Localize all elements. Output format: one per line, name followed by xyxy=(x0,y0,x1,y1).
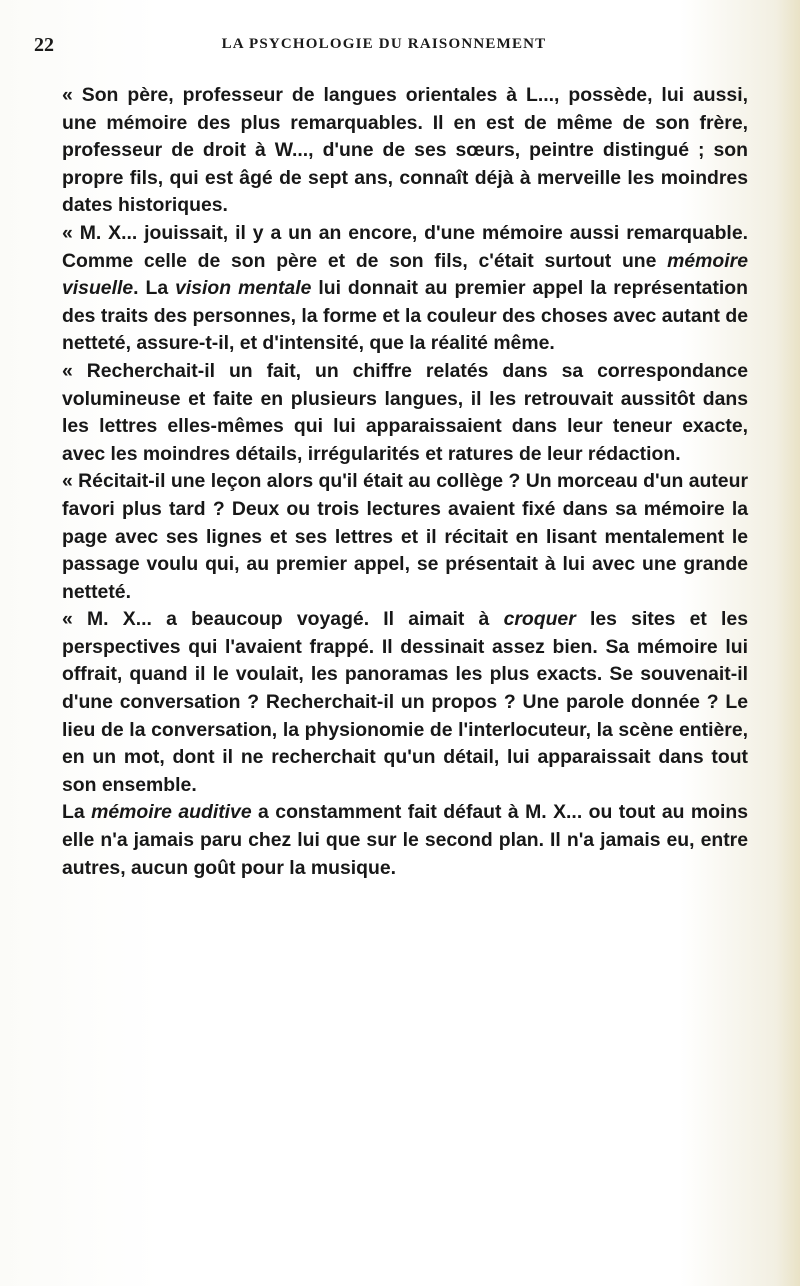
italic-term: mémoire visuelle xyxy=(62,249,748,300)
paragraph xyxy=(62,606,748,799)
text-segment: les sites et les perspectives qui l'avaient frappé. Il dessinait assez bien. Sa mémoire lui offrait, quand il le voulait, les panoramas les plus exacts. Se souvenait-il d'une conversation ? Recherchait-il un propos ? Une parole donnée ? Le lieu de la conversation, la physionomie de l'interlocuteur, la scène entière, en un mot, dont il ne recherchait qu'un détail, lui apparaissait dans tout son ensemble. xyxy=(62,608,748,796)
text-segment: lui donnait au premier appel la représentation des traits des personnes, la forme et la couleur des choses avec autant de netteté, assure-t-il, et d'intensité, que la réalité même. xyxy=(62,277,748,355)
text-segment: . La xyxy=(133,277,176,300)
text-segment: « Recherchait-il un fait, un chiffre relatés dans sa correspondance volumineuse et faite en plusieurs langues, il les retrouvait aussitôt dans les lettres elles-mêmes qui lui apparaissaient dans leur teneur exacte, avec les moindres détails, irrégularités et ratures de leur rédaction. xyxy=(62,359,748,465)
paragraph xyxy=(62,82,748,220)
italic-term: mémoire auditive xyxy=(91,801,252,824)
italic-term: vision mentale xyxy=(175,277,312,300)
text-segment: La xyxy=(62,801,92,824)
page-number: 22 xyxy=(34,34,54,56)
text-segment: a constamment fait défaut à M. X... ou tout au moins elle n'a jamais paru chez lui que sur le second plan. Il n'a jamais eu, entre autres, aucun goût pour la musique. xyxy=(62,801,748,879)
text-segment: « Récitait-il une leçon alors qu'il était au collège ? Un morceau d'un auteur favori plus tard ? Deux ou trois lectures avaient fixé dans sa mémoire la page avec ses lignes et ses lettres et il récitait en lisant mentalement le passage voulu qui, au premier appel, se présentait à lui avec une grande netteté. xyxy=(62,470,748,603)
paragraph xyxy=(62,468,748,606)
italic-term: croquer xyxy=(503,608,576,631)
body-text xyxy=(62,82,748,882)
text-segment: « M. X... jouissait, il y a un an encore, d'une mémoire aussi remarquable. Comme celle de son père et de son fils, c'était surtout une xyxy=(62,221,748,272)
page-header xyxy=(34,34,734,60)
running-title: LA PSYCHOLOGIE DU RAISONNEMENT xyxy=(221,36,547,52)
paragraph xyxy=(62,220,748,358)
paragraph xyxy=(62,799,748,882)
text-segment: « Son père, professeur de langues orientales à L..., possède, lui aussi, une mémoire des plus remarquables. Il en est de même de son frère, professeur de droit à W..., d'une de ses sœurs, peintre distingué ; son propre fils, qui est âgé de sept ans, connaît déjà à merveille les moindres dates historiques. xyxy=(62,84,748,217)
text-segment: « M. X... a beaucoup voyagé. Il aimait à xyxy=(62,608,504,631)
paragraph xyxy=(62,358,748,468)
